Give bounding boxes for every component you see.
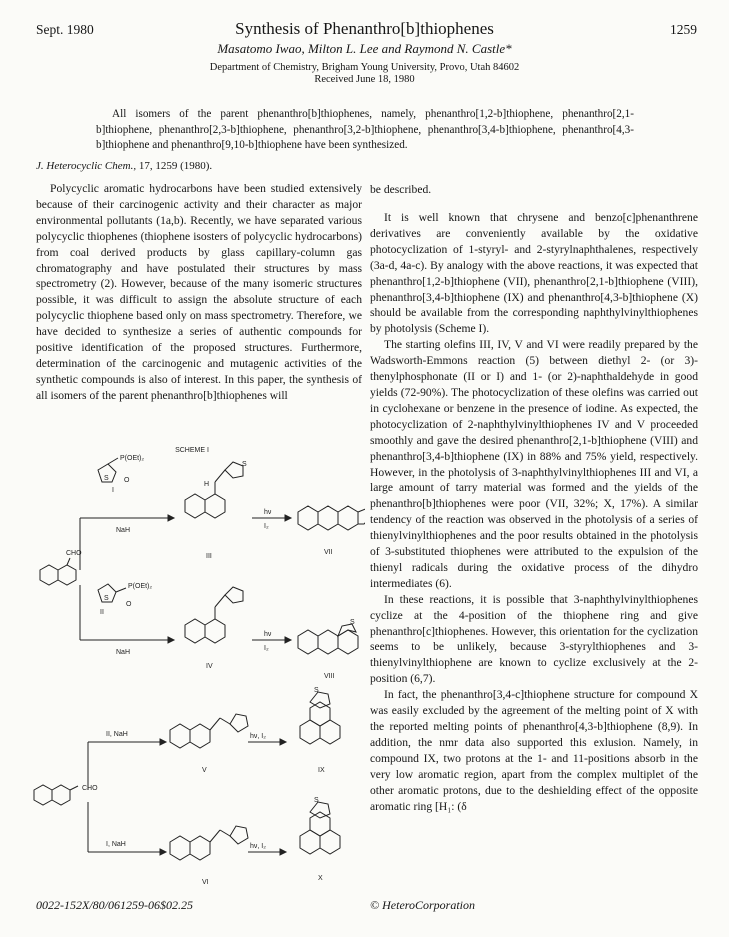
abstract: All isomers of the parent phenanthro[b]thiophenes, namely, phenanthro[1,2-b]thiophene, phenanthro[2,1-b]thiophene, phenanthro[2,3-b]thiophene, phenanthro[3,2-b]thiophene, phenanthro[3,4-b]thiophene, phenanthro[4,3-b]thiophene and phenanthro[9,10-b]thiophene have been synthesized.	[96, 108, 634, 151]
nah-label-2: NaH	[116, 649, 131, 656]
sulfur-label-VIII: S	[350, 619, 355, 626]
paragraph: In fact, the phenanthro[3,4-c]thiophene structure for compound X was easily excluded by the agreement of the melting point of X with the reported melting points of phenanthro[4,3-b]thiophene (8,9). In addition, the nmr data also supported this exlusion. Namely, in compound IX, two protons at the 1- and 11-positions absorb in the very low aromatic region, apart from the complex multiplet of the other aromatic protons, due to the deshielding effect of the opposite aromatic ring [H₁: (δ	[370, 688, 698, 813]
cho-label-2: CHO	[82, 785, 98, 792]
oxo-label-II: O	[126, 601, 132, 608]
copyright: © HeteroCorporation	[370, 898, 476, 912]
i2-label-1: I₂	[264, 523, 269, 530]
hydrogen-label-III: H	[204, 481, 210, 488]
product-VIII-structure	[298, 624, 358, 654]
oxo-label-I: O	[124, 477, 130, 484]
ii-nah-label: II, NaH	[106, 731, 128, 738]
hv-label-1: hν	[264, 509, 272, 516]
compound-label-IX: IX	[318, 767, 325, 774]
reagent-II-structure	[98, 584, 126, 602]
hv-label-2: hν	[264, 631, 272, 638]
compound-label-V: V	[202, 767, 207, 774]
hv-i2-label-3: hν, I₂	[250, 733, 266, 740]
compound-label-VIII: VIII	[324, 673, 335, 680]
i-nah-label: I, NaH	[106, 841, 126, 848]
compound-label-VII: VII	[324, 549, 333, 556]
journal-name: J. Heterocyclic Chem.,	[36, 160, 137, 172]
author-list: Masatomo Iwao, Milton L. Lee and Raymond N. Castle*	[217, 41, 512, 56]
received-date: Received June 18, 1980	[314, 74, 415, 85]
sulfur-label-II: S	[104, 595, 109, 602]
olefin-V-structure	[170, 714, 248, 748]
naphthaldehyde-2-structure	[34, 785, 78, 805]
product-IX-structure	[300, 692, 340, 744]
phosphonate-label-II: P(OEt)₂	[128, 583, 153, 590]
compound-label-I: I	[112, 487, 114, 494]
phosphonate-label-I: P(OEt)₂	[120, 455, 145, 462]
left-column	[36, 181, 362, 404]
paper-title: Synthesis of Phenanthro[b]thiophenes	[235, 19, 494, 38]
product-X-structure	[300, 802, 340, 854]
sulfur-label-IX: S	[314, 687, 319, 694]
article-code: 0022-152X/80/061259-06$02.25	[36, 898, 193, 912]
scheme-title: SCHEME I	[175, 447, 209, 454]
sulfur-label-X: S	[314, 797, 319, 804]
i2-label-2: I₂	[264, 645, 269, 652]
affiliation: Department of Chemistry, Brigham Young University, Provo, Utah 84602	[209, 62, 520, 73]
compound-label-X: X	[318, 875, 323, 882]
issue-date: Sept. 1980	[36, 22, 94, 37]
scheme-diagram	[20, 440, 365, 890]
compound-label-IV: IV	[206, 663, 213, 670]
hv-i2-label-4: hν, I₂	[250, 843, 266, 850]
product-VII-structure	[298, 506, 365, 530]
paragraph: It is well known that chrysene and benzo[c]phenanthrene derivatives are conveniently available by the oxidative photocyclization of 1-styryl- and 2-styrylnaphthalenes, respectively (3a-d, 4a-c). By analogy with the above reactions, it was expected that phenanthro[1,2-b]thiophene (VII), phenanthro[2,1-b]thiophene (VIII), phenanthro[3,4-b]thiophene (IX) and phenanthro[4,3-b]thiophene (X) should be available from the corresponding naphthylvinylthiophenes by photolysis (Scheme I).	[370, 211, 698, 336]
paragraph: In these reactions, it is possible that 3-naphthylvinylthiophenes cyclize at the 4-position of the thiophene ring and give phenanthro[c]thiophenes. However, this orientation for the cyclization seems to be unlikely, because 3-styrylthiophenes and 3-thienylvinylthiophene are known to cyclize exclusively at the 2-position (6,7).	[370, 592, 698, 686]
citation	[36, 160, 212, 172]
nah-label-1: NaH	[116, 527, 131, 534]
olefin-III-structure	[185, 462, 243, 518]
paragraph: The starting olefins III, IV, V and VI were readily prepared by the Wadsworth-Emmons reaction (5) between diethyl 2- (or 3)-thenylphosphonate (II or I) and 1- (or 2)-naphthaldehyde in good yields (72-90%). The photocyclization of these olefins was carried out in cyclohexane or benzene in the presence of iodine. As expected, the photocyclization of 2-naphthylvinylthiophenes IV and V proceeded smoothly and gave the desired phenanthro[2,1-b]thiophene (VIII) and phenanthro[3,4-b]thiophene (IX) in 88% and 75% yield, respectively. However, in the photolysis of 3-naphthylvinylthiophenes III and VI, a large amount of tarry material was formed and the yields of the phenanthro[b]thiophenes were poor (VII, 32%; X, 17%). A similar tendency of the reaction was observed in the photolysis of a series of thienylvinylthiophenes and the poor results obtained in the photolysis of 3-substituted thiophenes were attributed to the expulsion of the thienyl radicals during the oxidative process of the dihydro intermediates (6).	[370, 338, 698, 590]
sulfur-label-III: S	[242, 461, 247, 468]
page-number: 1259	[670, 22, 697, 37]
right-column	[370, 210, 698, 814]
citation-details: 17, 1259 (1980).	[136, 160, 213, 172]
compound-label-VI: VI	[202, 879, 209, 886]
compound-label-III: III	[206, 553, 212, 560]
olefin-IV-structure	[185, 587, 243, 643]
cho-label-1: CHO	[66, 550, 82, 557]
right-column-continuation: be described.	[370, 183, 432, 196]
compound-label-II: II	[100, 609, 104, 616]
olefin-VI-structure	[170, 826, 248, 860]
sulfur-label-I: S	[104, 475, 109, 482]
naphthaldehyde-1-structure	[40, 558, 76, 585]
paragraph: Polycyclic aromatic hydrocarbons have been studied extensively because of their carcinogenic activity and their character as major environmental pollutants (1a,b). Recently, we have separated various polycyclic thiophenes (thiophene isosters of polycyclic hydrocarbons) from coal derived products by glass capillary-column gas chromatography and have postulated their structures by mass spectrometry (2). However, because of the many isomeric structures possible, it was difficult to assign the absolute structure of each polycyclic thiophene based only on mass spectrometry. Therefore, we have decided to synthesize a series of authentic compounds for positive identification of the proposed structures. Furthermore, determination of the carcinogenic and mutagenic activities of the synthetic compounds is also of interest. In this paper, the synthesis of all isomers of the parent phenanthro[b]thiophenes will	[36, 182, 362, 402]
